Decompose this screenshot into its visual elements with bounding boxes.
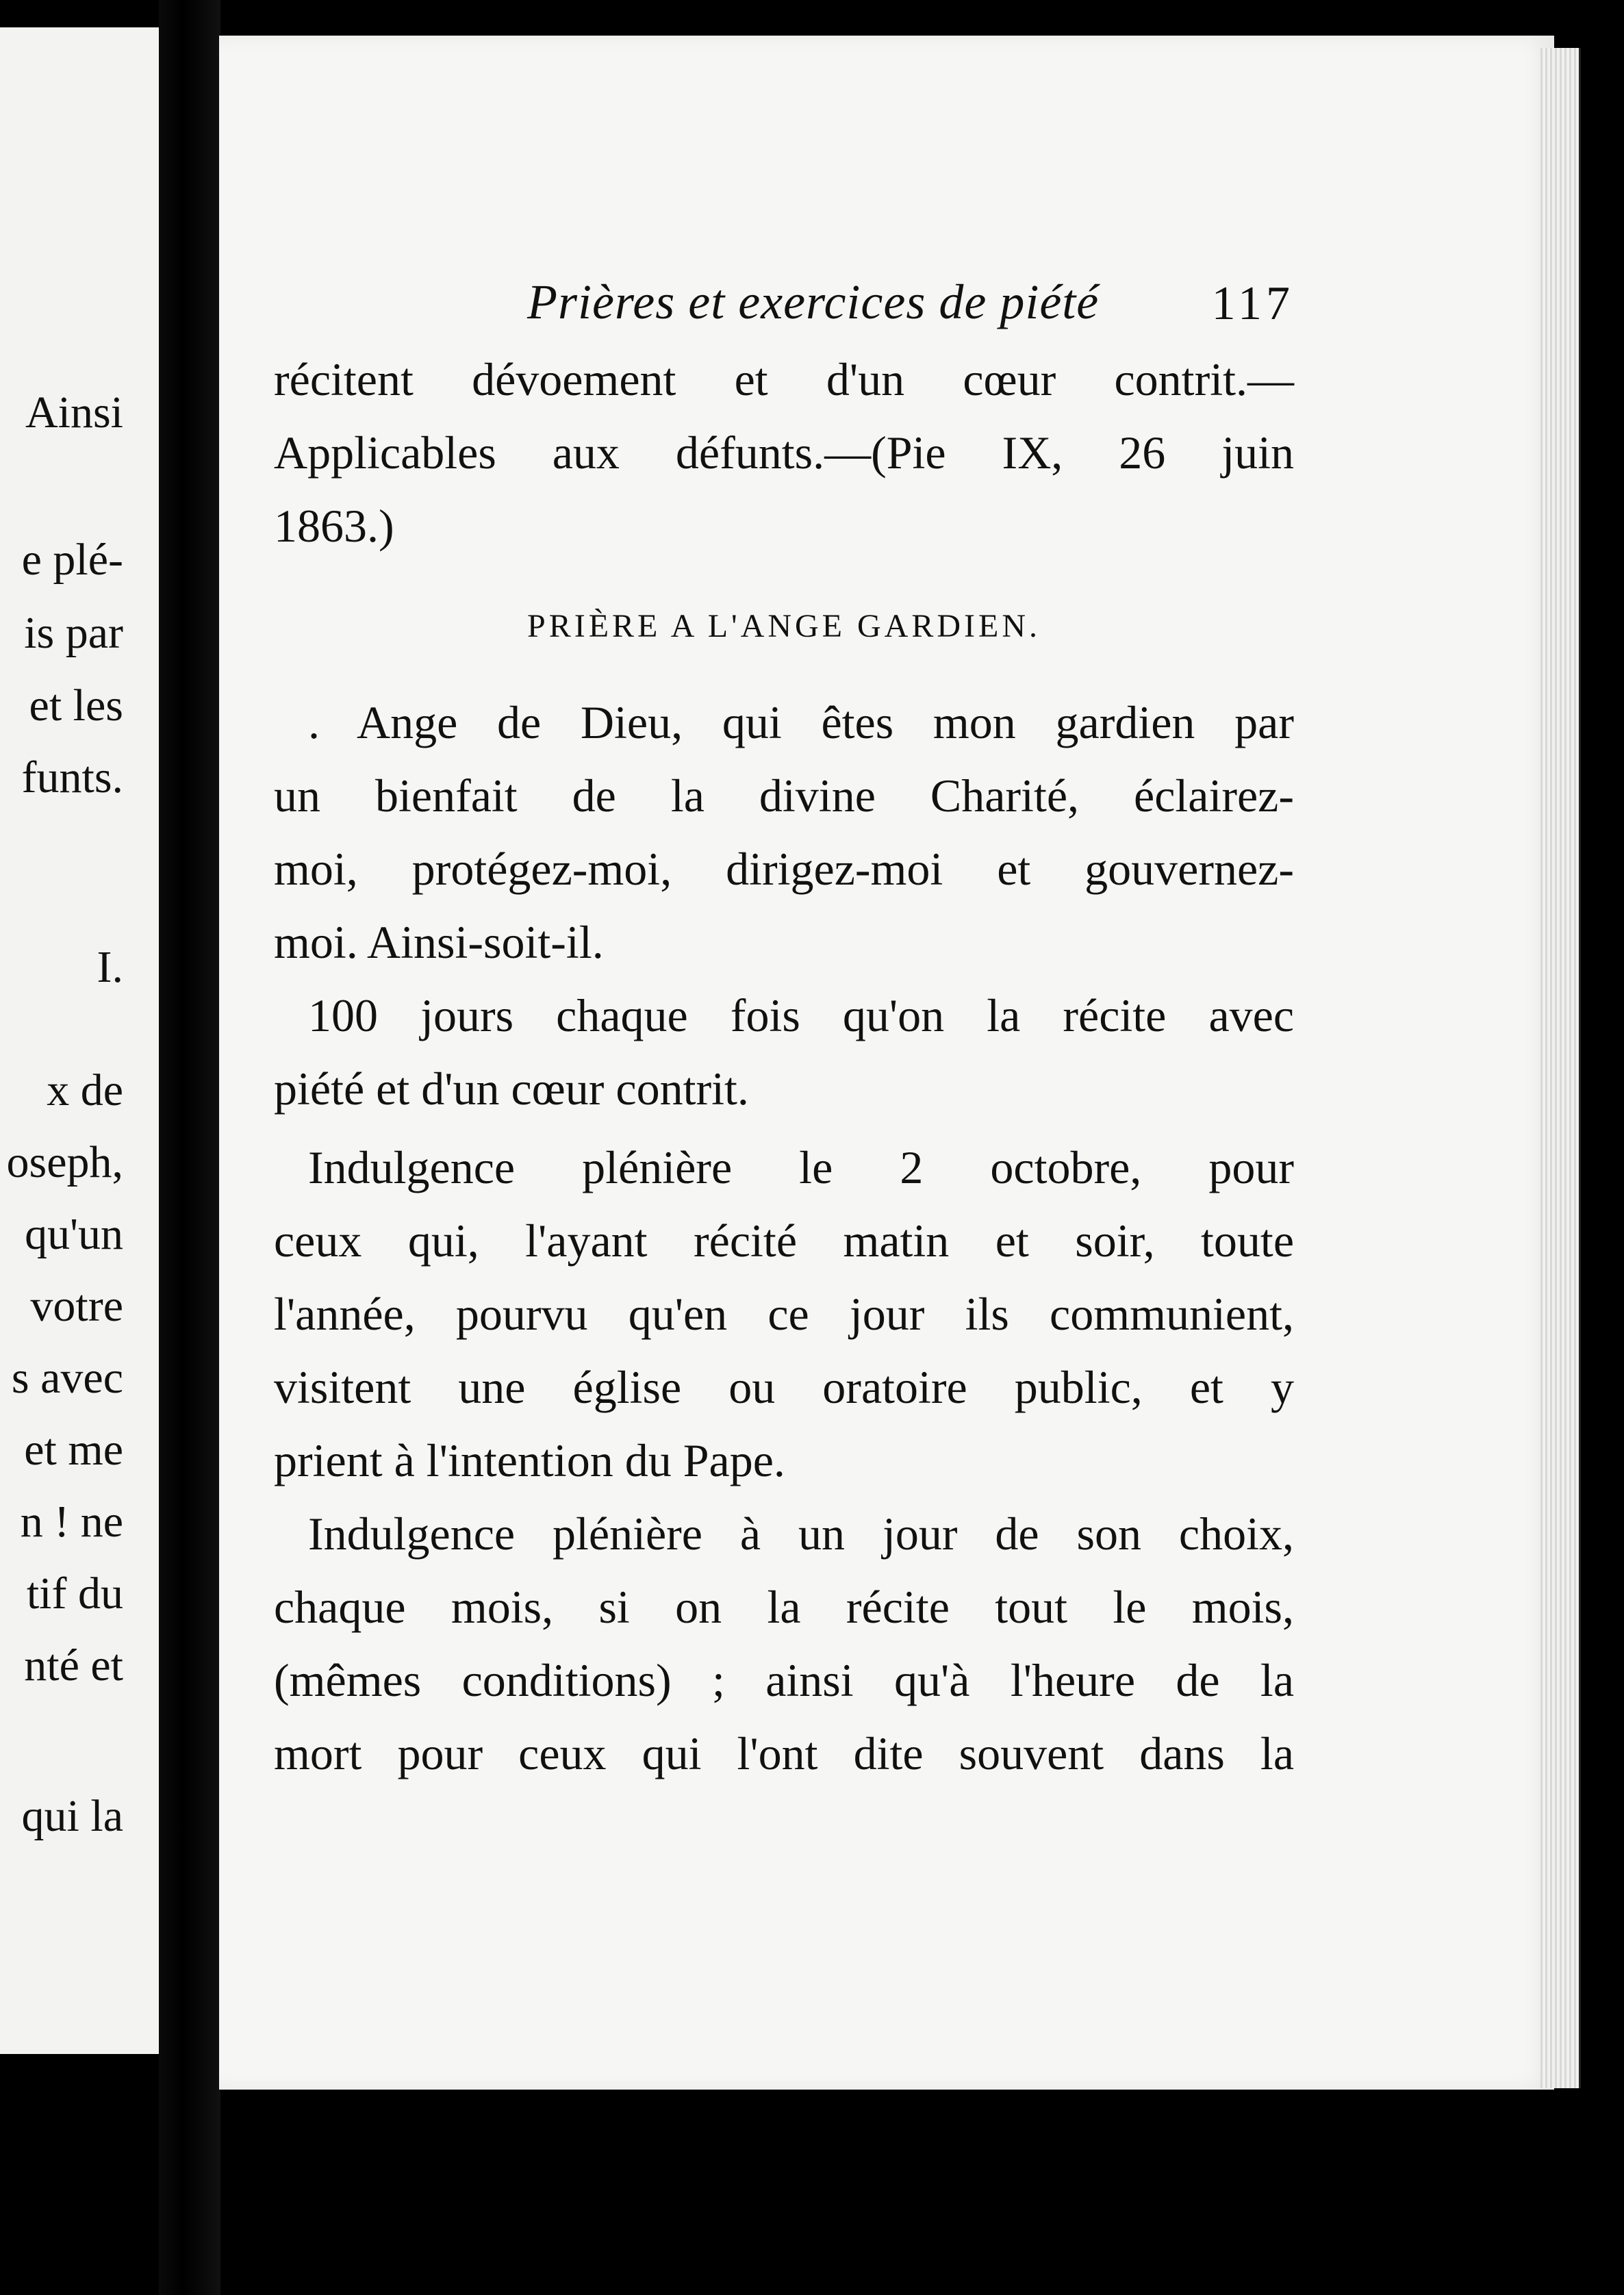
text-line: (mêmes conditions) ; ainsi qu'à l'heure de la xyxy=(274,1654,1294,1706)
left-line: qu'un xyxy=(25,1209,123,1259)
prayer-paragraph xyxy=(274,696,1294,992)
running-header xyxy=(527,274,1294,349)
left-line: funts. xyxy=(21,752,123,802)
left-line: nté et xyxy=(24,1640,123,1690)
left-line: tif du xyxy=(26,1569,123,1619)
text-line: . Ange de Dieu, qui êtes mon gardien par xyxy=(308,696,1294,748)
intro-paragraph xyxy=(274,353,1294,576)
text-line: chaque mois, si on la récite tout le mois, xyxy=(274,1581,1294,1633)
text-line: récitent dévoement et d'un cœur contrit.— xyxy=(274,353,1294,405)
indulgence-paragraph-2 xyxy=(274,1141,1294,1510)
left-line: et me xyxy=(24,1425,123,1475)
text-line: un bienfait de la divine Charité, éclairez- xyxy=(274,770,1294,822)
left-line: votre xyxy=(30,1281,123,1331)
text-line: Indulgence plénière à un jour de son choix, xyxy=(308,1508,1294,1560)
left-line: qui la xyxy=(21,1791,123,1841)
text-line: ceux qui, l'ayant récité matin et soir, toute xyxy=(274,1215,1294,1267)
text-line: 100 jours chaque fois qu'on la récite avec xyxy=(308,989,1294,1041)
text-line: mort pour ceux qui l'ont dite souvent dans la xyxy=(274,1727,1294,1779)
text-line: Indulgence plénière le 2 octobre, pour xyxy=(308,1141,1294,1193)
indulgence-paragraph-1 xyxy=(274,989,1294,1139)
page-edges xyxy=(1540,48,1581,2088)
left-line: et les xyxy=(29,681,123,731)
text-line: visitent une église ou oratoire public, et y xyxy=(274,1361,1294,1413)
left-line: n ! ne xyxy=(20,1497,123,1547)
book-gutter xyxy=(159,0,220,2295)
text-line: l'année, pourvu qu'en ce jour ils communient, xyxy=(274,1288,1294,1340)
left-line: I. xyxy=(97,942,123,992)
text-line: piété et d'un cœur contrit. xyxy=(274,1063,749,1115)
text-line: Applicables aux défunts.—(Pie IX, 26 juin xyxy=(274,427,1294,479)
text-line: moi. Ainsi-soit-il. xyxy=(274,916,604,968)
text-line: prient à l'intention du Pape. xyxy=(274,1434,785,1486)
page-body xyxy=(274,353,1294,1803)
section-heading: PRIÈRE A L'ANGE GARDIEN. xyxy=(527,608,1041,644)
text-line: 1863.) xyxy=(274,500,394,552)
left-line: is par xyxy=(24,608,123,658)
left-line: x de xyxy=(47,1065,123,1115)
left-line: oseph, xyxy=(6,1137,123,1187)
left-line: s avec xyxy=(11,1353,123,1403)
indulgence-paragraph-3 xyxy=(274,1510,1294,1803)
running-title: Prières et exercices de piété xyxy=(527,275,1100,329)
left-line: Ainsi xyxy=(25,388,123,438)
text-line: moi, protégez-moi, dirigez-moi et gouvernez- xyxy=(274,843,1294,895)
left-line: e plé- xyxy=(21,535,123,585)
page-number: 117 xyxy=(1211,277,1294,330)
